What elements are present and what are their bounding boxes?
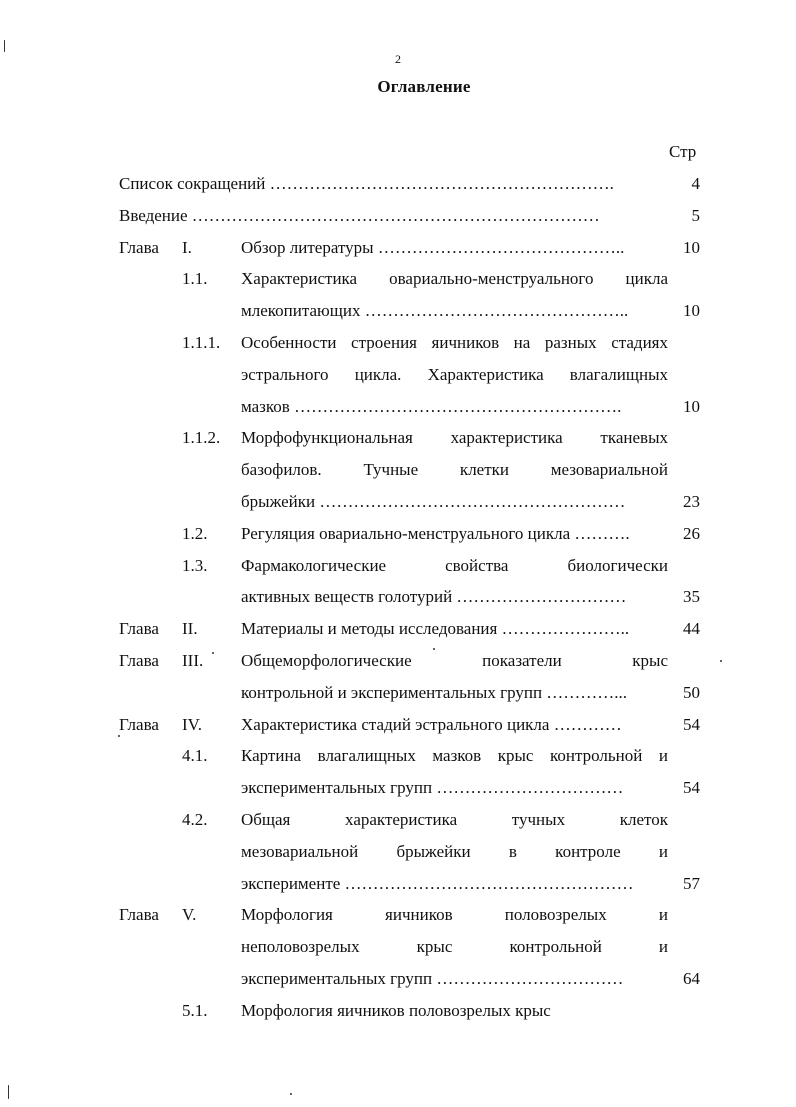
toc-entry-text[interactable]: Материалы и методы исследования ………………….. bbox=[241, 619, 630, 639]
toc-page-number: 23 bbox=[683, 492, 700, 511]
scan-speck bbox=[433, 648, 435, 650]
toc-entry-text[interactable]: Список сокращений ……………………………………………………. bbox=[119, 174, 614, 193]
toc-entry-text[interactable]: Общая характеристика тучных клеток bbox=[241, 810, 668, 829]
toc-page-number: 26 bbox=[683, 523, 700, 543]
toc-entry-text[interactable]: Общеморфологические показатели крыс bbox=[241, 651, 668, 670]
toc-entry-text[interactable]: эстрального цикла. Характеристика влагалищных bbox=[241, 364, 668, 384]
section-number: 1.1.1. bbox=[182, 333, 221, 352]
scan-speck bbox=[290, 1093, 292, 1095]
toc-entry-text[interactable]: Характеристика овариально-менструального цикла bbox=[241, 269, 668, 289]
section-number: I. bbox=[182, 237, 192, 257]
toc-entry-text[interactable]: экспериментальных групп …………………………… bbox=[241, 969, 624, 988]
scan-speck bbox=[8, 1085, 9, 1099]
toc-entry-text[interactable]: Морфофункциональная характеристика тканевых bbox=[241, 428, 668, 448]
toc-entry-text[interactable]: контрольной и экспериментальных групп …………... bbox=[241, 682, 628, 702]
toc-entry-text[interactable]: эксперименте …………………………………………… bbox=[241, 873, 634, 893]
toc-entry-text[interactable]: брыжейки ……………………………………………… bbox=[241, 492, 626, 511]
section-number: IV. bbox=[182, 714, 202, 734]
toc-page-number: 64 bbox=[683, 969, 700, 988]
toc-entry-text[interactable]: млекопитающих ……………………………………….. bbox=[241, 301, 629, 321]
scan-speck bbox=[720, 660, 722, 662]
scan-speck bbox=[118, 735, 120, 737]
toc-entry-text[interactable]: Введение ……………………………………………………………… bbox=[119, 205, 600, 225]
chapter-label: Глава bbox=[119, 651, 159, 670]
toc-entry-text[interactable]: Обзор литературы …………………………………….. bbox=[241, 237, 625, 257]
toc-entry-text[interactable]: Морфология яичников половозрелых крыс bbox=[241, 1000, 551, 1020]
toc-page-number: 10 bbox=[683, 237, 700, 257]
section-number: 4.1. bbox=[182, 746, 208, 766]
toc-page-number: 54 bbox=[683, 714, 700, 734]
section-number: 1.2. bbox=[182, 523, 208, 543]
toc-entry-text[interactable]: Картина влагалищных мазков крыс контрольной и bbox=[241, 746, 668, 766]
chapter-label: Глава bbox=[119, 714, 159, 734]
toc-entry-text[interactable]: мазков …………………………………………………. bbox=[241, 396, 622, 416]
toc-page-number: 4 bbox=[691, 174, 700, 193]
chapter-label: Глава bbox=[119, 905, 159, 925]
toc-entry-text[interactable]: Морфология яичников половозрелых и bbox=[241, 905, 668, 925]
page-number: 2 bbox=[395, 52, 401, 66]
section-number: II. bbox=[182, 619, 198, 639]
toc-entry-text[interactable]: Фармакологические свойства биологически bbox=[241, 555, 668, 575]
scan-speck bbox=[212, 652, 214, 654]
section-number: 4.2. bbox=[182, 810, 208, 829]
section-number: 1.1.2. bbox=[182, 428, 221, 448]
toc-page-number: 10 bbox=[683, 301, 700, 321]
page-title: Оглавление bbox=[377, 77, 471, 96]
toc-page-number: 35 bbox=[683, 587, 700, 607]
toc-entry-text[interactable]: экспериментальных групп …………………………… bbox=[241, 778, 624, 798]
chapter-label: Глава bbox=[119, 619, 159, 639]
toc-page-number: 54 bbox=[683, 778, 700, 798]
scan-speck bbox=[4, 40, 5, 52]
page-column-header: Стр bbox=[669, 142, 697, 161]
toc-page-number: 44 bbox=[683, 619, 700, 639]
toc-entry-text[interactable]: Характеристика стадий эстрального цикла ………… bbox=[241, 714, 622, 734]
toc-page-number: 10 bbox=[683, 396, 700, 416]
toc-page-number: 57 bbox=[683, 873, 700, 893]
toc-entry-text[interactable]: базофилов. Тучные клетки мезовариальной bbox=[241, 460, 668, 480]
toc-entry-text[interactable]: Особенности строения яичников на разных стадиях bbox=[241, 333, 668, 352]
toc-entry-text[interactable]: Регуляция овариально-менструального цикла ………. bbox=[241, 523, 630, 543]
toc-page-number: 5 bbox=[691, 205, 700, 225]
toc-entry-text[interactable]: активных веществ голотурий ………………………… bbox=[241, 587, 627, 607]
section-number: V. bbox=[182, 905, 197, 925]
toc-entry-text[interactable]: неполовозрелых крыс контрольной и bbox=[241, 937, 668, 957]
section-number: 1.1. bbox=[182, 269, 208, 289]
toc-entry-text[interactable]: мезовариальной брыжейки в контроле и bbox=[241, 841, 668, 861]
section-number: III. bbox=[182, 651, 204, 670]
toc-page-number: 50 bbox=[683, 682, 700, 702]
section-number: 5.1. bbox=[182, 1000, 208, 1020]
chapter-label: Глава bbox=[119, 237, 159, 257]
section-number: 1.3. bbox=[182, 555, 208, 575]
